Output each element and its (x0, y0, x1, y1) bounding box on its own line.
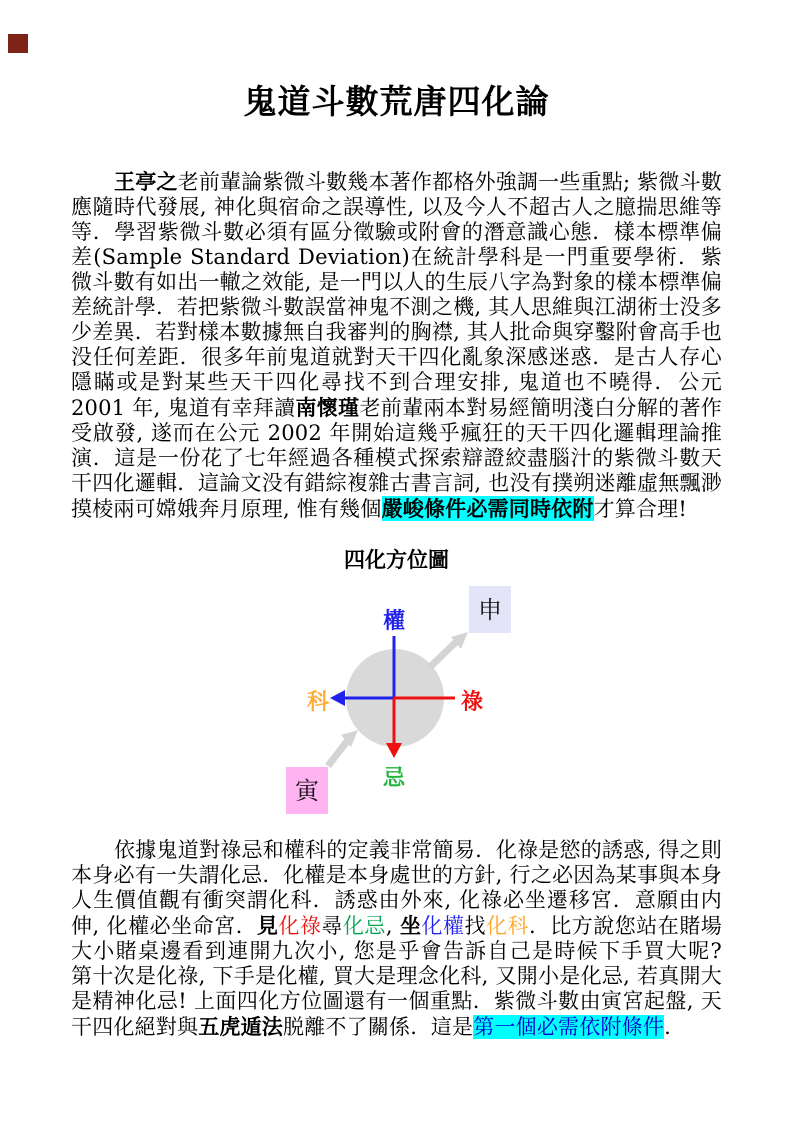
text-run: 老前輩兩本對易經簡明淺白分解的著作受啟發, 遂而在公元 2002 年開始這幾乎瘋狂的天干四化邏輯理論推演. 這是一份花了七年經過各種模式探索辯證絞盡腦汁的紫微斗數天干四化邏輯. 這論文没有錯綜複雜古書言詞, 也没有撲朔迷離虛無飄渺摸棱兩可嫦娥奔月原理, 惟有幾個 (71, 396, 722, 521)
shen-label: 申 (478, 596, 502, 624)
text-run-bold-zuo: 坐 (399, 913, 422, 938)
document-title: 鬼道斗數荒唐四化論 (243, 82, 550, 121)
highlighted-condition-text: 嚴峻條件必需同時依附 (381, 496, 594, 521)
gray-arrow-from-yin-shaft (328, 740, 348, 766)
five-tiger-method-bold: 五虎遁法 (198, 1014, 284, 1039)
lu-label: 祿 (460, 689, 484, 715)
text-run: 找 (464, 914, 487, 938)
gray-arrow-to-shen-shaft (430, 641, 457, 667)
ke-label: 科 (306, 689, 330, 715)
text-run: 老前輩論紫微斗數幾本著作都格外強調一些重點; 紫微斗數應隨時代發展, 神化與宿命之誤導性, 以及今人不超古人之臆揣思維等等. 學習紫微斗數必須有區分徵驗或附會的潛意識心態. 樣本標準偏差(Sample Standard Deviation)在統計學科是一門重要學術. 紫微斗數有如出一轍之效能, 是一門以人的生辰八字為對象的樣本標準偏差統計學. 若把紫微斗數誤當神鬼不測之機, 其人思維與江湖術士没多少差異. 若對樣本數據無自我審判的胸襟, 其人批命與穿鑿附會高手也没任何差距. 很多年前鬼道就對天干四化亂象深感迷惑. 是古人存心隱瞞或是對某些天干四化尋找不到合理安排, 鬼道也不曉得. 公元 2001 年, 鬼道有幸拜讀 (71, 170, 729, 420)
text-run: 依據鬼道對祿忌和權科的定義非常簡易. 化祿是慾的誘惑, 得之則本身必有一失謂化忌. 化權是本身處世的方針, 行之必因為某事與本身人生價值觀有衝突謂化科. 誘惑由外來, 化祿必坐遷移宮. 意願由内伸, 化權必坐命宮. (71, 838, 722, 938)
diagram-heading: 四化方位圖 (344, 547, 449, 572)
ji-arrowhead (386, 743, 402, 758)
ji-label: 忌 (382, 765, 406, 791)
hua-ke-orange-text: 化科 (486, 914, 530, 938)
author-name-wang: 王亭之 (114, 169, 178, 194)
text-run: 脱離不了關係. 這是 (283, 1015, 474, 1039)
text-run-bold-jian: 見 (256, 913, 279, 938)
first-condition-highlight: 第一個必需依附條件 (473, 1015, 665, 1039)
text-run: 才算合理! (593, 497, 688, 521)
hua-quan-blue-text: 化權 (421, 914, 465, 938)
text-run: . 比方說您站在賭場大小賭桌邊看到連開九次小, 您是乎會告訴自己是時候下手買大呢? 第十次是化祿, 下手是化權, 買大是理念化科, 又開小是化忌, 若真開大是精神化忌! 上面四化方位圖還有一個重點. 紫微斗數由寅宮起盤, 天干四化絕對與 (71, 914, 736, 1039)
text-run: , (385, 914, 400, 938)
text-run: . (664, 1015, 671, 1039)
corner-marker (8, 34, 28, 53)
hua-lu-red-text: 化祿 (278, 914, 322, 938)
hua-ji-green-text: 化忌 (342, 914, 386, 938)
author-name-nan: 南懷瑾 (295, 395, 360, 420)
definition-paragraph (71, 838, 736, 1040)
ke-arrowhead (330, 690, 345, 706)
yin-label: 寅 (295, 777, 319, 805)
intro-paragraph (71, 169, 729, 522)
quan-label: 權 (382, 608, 406, 634)
four-transformations-diagram (0, 584, 793, 824)
text-run: 尋 (321, 914, 343, 938)
